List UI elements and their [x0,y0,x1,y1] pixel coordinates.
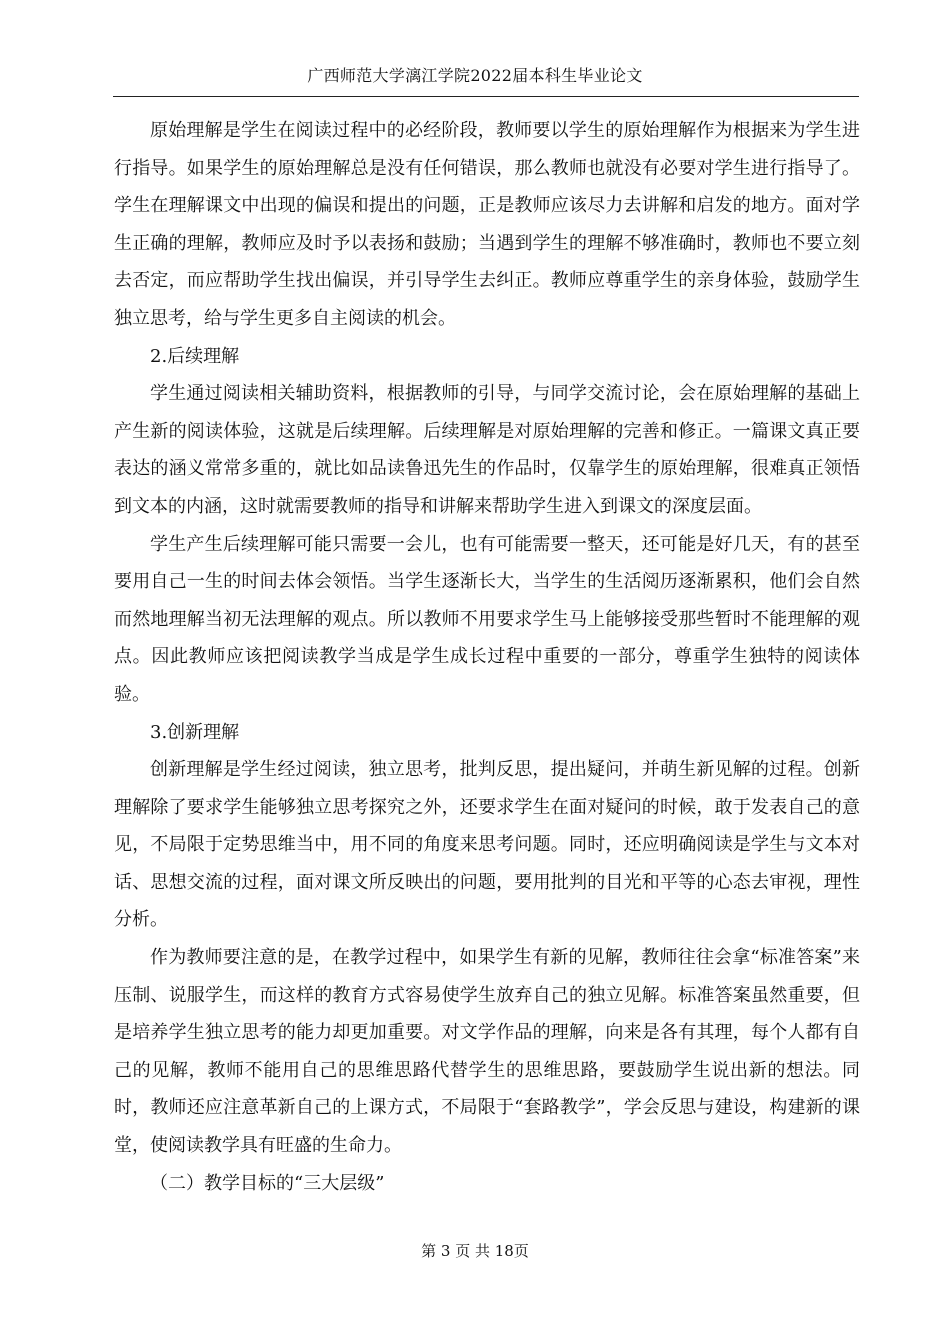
page-number: 第 3 页 共 18页 [421,1242,529,1260]
paragraph-followup-understanding-2: 学生产生后续理解可能只需要一会儿，也有可能需要一整天，还可能是好几天，有的甚至要用自己一生的时间去体会领悟。当学生逐渐长大，当学生的生活阅历逐渐累积，他们会自然而然地理解当初无法理解的观点。所以教师不用要求学生马上能够接受那些暂时不能理解的观点。因此教师应该把阅读教学当成是学生成长过程中重要的一部分，尊重学生独特的阅读体验。 [114,533,860,705]
paragraph-followup-understanding-1: 学生通过阅读相关辅助资料，根据教师的引导，与同学交流讨论，会在原始理解的基础上产生新的阅读体验，这就是后续理解。后续理解是对原始理解的完善和修正。一篇课文真正要表达的涵义常常多重的，就比如品读鲁迅先生的作品时，仅靠学生的原始理解，很难真正领悟到文本的内涵，这时就需要教师的指导和讲解来帮助学生进入到课文的深度层面。 [114,383,860,517]
paragraph-innovative-understanding-1: 创新理解是学生经过阅读，独立思考，批判反思，提出疑问，并萌生新见解的过程。创新理解除了要求学生能够独立思考探究之外，还要求学生在面对疑问的时候，敢于发表自己的意见，不局限于定势思维当中，用不同的角度来思考问题。同时，还应明确阅读是学生与文本对话、思想交流的过程，面对课文所反映出的问题，要用批判的目光和平等的心态去审视，理性分析。 [114,759,860,931]
paragraph-innovative-understanding-2: 作为教师要注意的是，在教学过程中，如果学生有新的见解，教师往往会拿“标准答案”来压制、说服学生，而这样的教育方式容易使学生放弃自己的独立见解。标准答案虽然重要，但是培养学生独立思考的能力却更加重要。对文学作品的理解，向来是各有其理，每个人都有自己的见解，教师不能用自己的思维思路代替学生的思维思路，要鼓励学生说出新的想法。同时，教师还应注意革新自己的上课方式，不局限于“套路教学”，学会反思与建设，构建新的课堂，使阅读教学具有旺盛的生命力。 [114,947,860,1157]
header-divider [113,96,859,97]
running-header: 广西师范大学漓江学院2022届本科生毕业论文 [307,66,643,85]
subheading-followup-understanding: 2.后续理解 [150,345,240,367]
page-body [114,112,860,1202]
section-heading-teaching-goals: （二）教学目标的“三大层级” [150,1172,385,1194]
paragraph-original-understanding: 原始理解是学生在阅读过程中的必经阶段，教师要以学生的原始理解作为根据来为学生进行指导。如果学生的原始理解总是没有任何错误，那么教师也就没有必要对学生进行指导了。学生在理解课文中出现的偏误和提出的问题，正是教师应该尽力去讲解和启发的地方。面对学生正确的理解，教师应及时予以表扬和鼓励；当遇到学生的理解不够准确时，教师也不要立刻去否定，而应帮助学生找出偏误，并引导学生去纠正。教师应尊重学生的亲身体验，鼓励学生独立思考，给与学生更多自主阅读的机会。 [114,120,860,329]
subheading-innovative-understanding: 3.创新理解 [150,721,240,743]
